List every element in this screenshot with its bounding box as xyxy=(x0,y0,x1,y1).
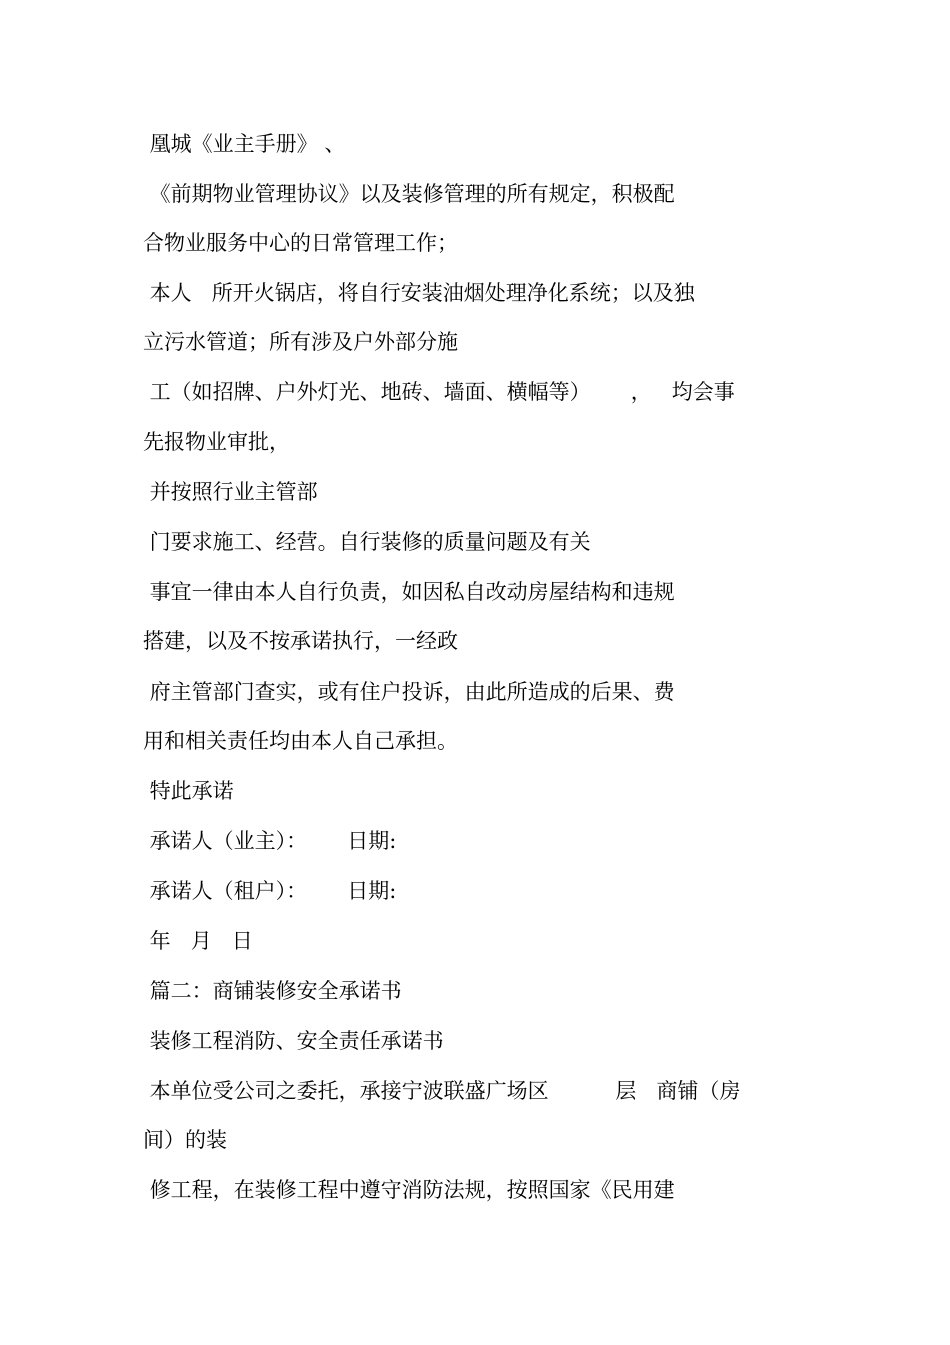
date-line: 年 月 日 xyxy=(143,929,253,953)
text-line: 《前期物业管理协议》以及装修管理的所有规定，积极配 xyxy=(143,182,675,206)
text-line: 搭建，以及不按承诺执行，一经政 xyxy=(143,629,458,653)
text-line: 合物业服务中心的日常管理工作； xyxy=(143,231,458,255)
text-line: 本单位受公司之委托，承接宁波联盛广场区 层 商铺（房 xyxy=(143,1079,741,1103)
document-title: 装修工程消防、安全责任承诺书 xyxy=(143,1029,444,1053)
text-line: 府主管部门查实，或有住户投诉，由此所造成的后果、费 xyxy=(143,680,675,704)
section-heading: 篇二：商铺装修安全承诺书 xyxy=(143,979,402,1003)
text-line: 修工程，在装修工程中遵守消防法规，按照国家《民用建 xyxy=(143,1178,675,1202)
signature-line-tenant: 承诺人（租户）： 日期: xyxy=(143,879,397,903)
text-line: 间）的装 xyxy=(143,1128,227,1152)
text-line: 本人 所开火锅店，将自行安装油烟处理净化系统；以及独 xyxy=(143,281,695,305)
text-line: 并按照行业主管部 xyxy=(143,480,318,504)
text-line: 凰城《业主手册》 、 xyxy=(143,132,346,156)
signature-line-owner: 承诺人（业主）： 日期: xyxy=(143,829,397,853)
text-line: 先报物业审批， xyxy=(143,430,290,454)
text-line: 立污水管道；所有涉及户外部分施 xyxy=(143,330,458,354)
text-line: 门要求施工、经营。自行装修的质量问题及有关 xyxy=(143,530,591,554)
text-line: 工（如招牌、户外灯光、地砖、墙面、横幅等） ， 均会事 xyxy=(143,380,735,404)
text-line: 事宜一律由本人自行负责，如因私自改动房屋结构和违规 xyxy=(143,580,675,604)
text-line: 特此承诺 xyxy=(143,779,234,803)
text-line: 用和相关责任均由本人自己承担。 xyxy=(143,729,458,753)
